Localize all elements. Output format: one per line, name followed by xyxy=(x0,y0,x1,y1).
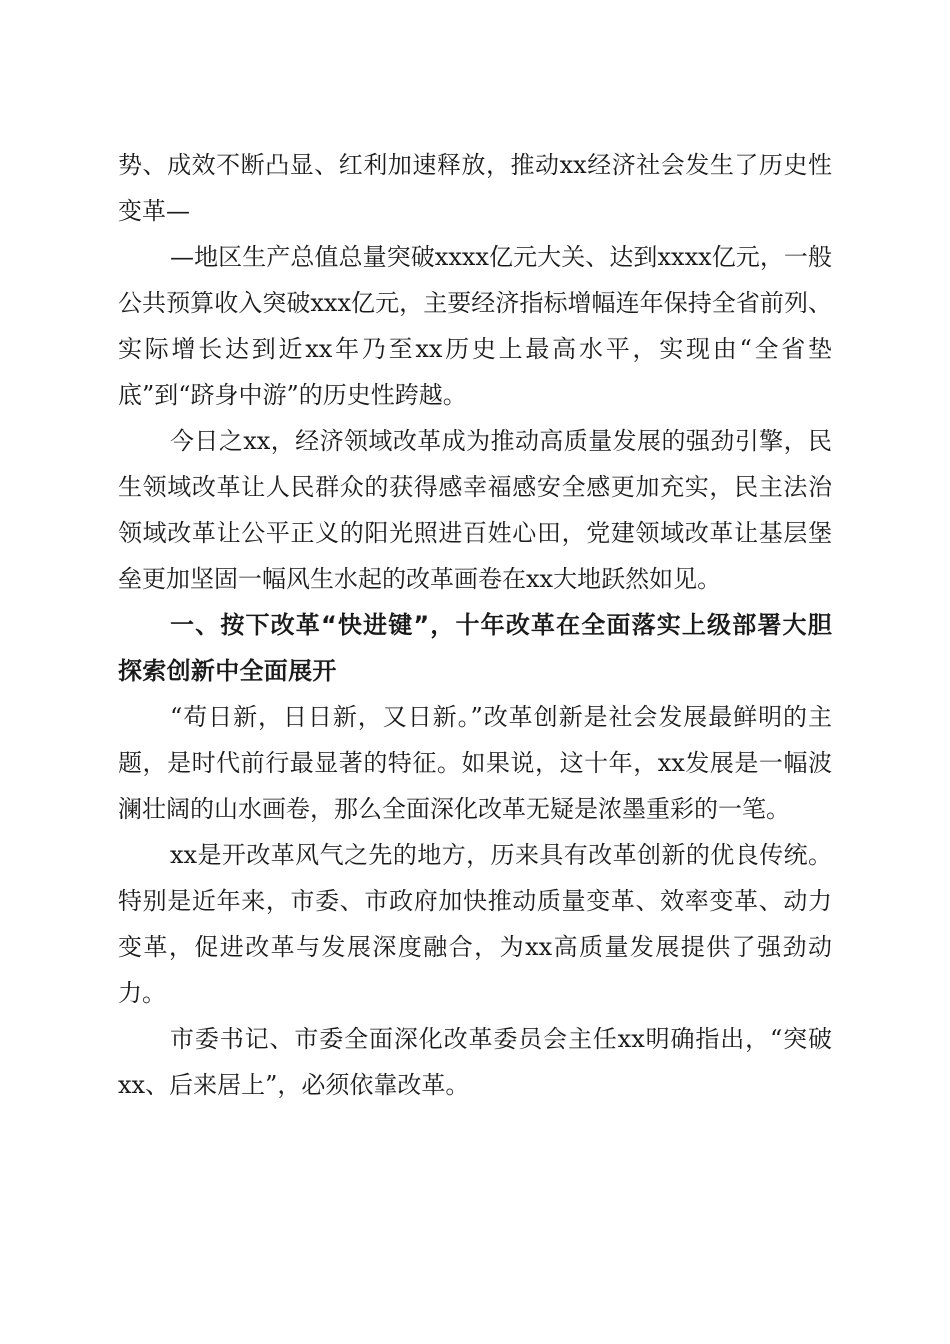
paragraph-continuation: 势、成效不断凸显、红利加速释放，推动xx经济社会发生了历史性变革— xyxy=(118,151,832,225)
paragraph-tradition: xx是开改革风气之先的地方，历来具有改革创新的优良传统。特别是近年来，市委、市政府加快推动质量变革、效率变革、动力变革，促进改革与发展深度融合，为xx高质量发展提供了强劲动力。 xyxy=(118,841,832,1007)
paragraph-quote: “苟日新，日日新，又日新。”改革创新是社会发展最鲜明的主题，是时代前行最显著的特征。如果说，这十年，xx发展是一幅波澜壮阔的山水画卷，那么全面深化改革无疑是浓墨重彩的一笔。 xyxy=(118,703,832,823)
document-body xyxy=(118,142,832,1108)
paragraph-secretary: 市委书记、市委全面深化改革委员会主任xx明确指出，“突破xx、后来居上”，必须依靠改革。 xyxy=(118,1025,832,1099)
paragraph-gdp-achievement: —地区生产总值总量突破xxxx亿元大关、达到xxxx亿元，一般公共预算收入突破xxx亿元，主要经济指标增幅连年保持全省前列、实际增长达到近xx年乃至xx历史上最高水平，实现由“全省垫底”到“跻身中游”的历史性跨越。 xyxy=(118,243,832,409)
paragraph-today: 今日之xx，经济领域改革成为推动高质量发展的强劲引擎，民生领域改革让人民群众的获得感幸福感安全感更加充实，民主法治领域改革让公平正义的阳光照进百姓心田，党建领域改革让基层堡垒更加坚固一幅风生水起的改革画卷在xx大地跃然如见。 xyxy=(118,427,832,593)
section-heading: 一、按下改革“快进键”，十年改革在全面落实上级部署大胆探索创新中全面展开 xyxy=(118,611,832,685)
